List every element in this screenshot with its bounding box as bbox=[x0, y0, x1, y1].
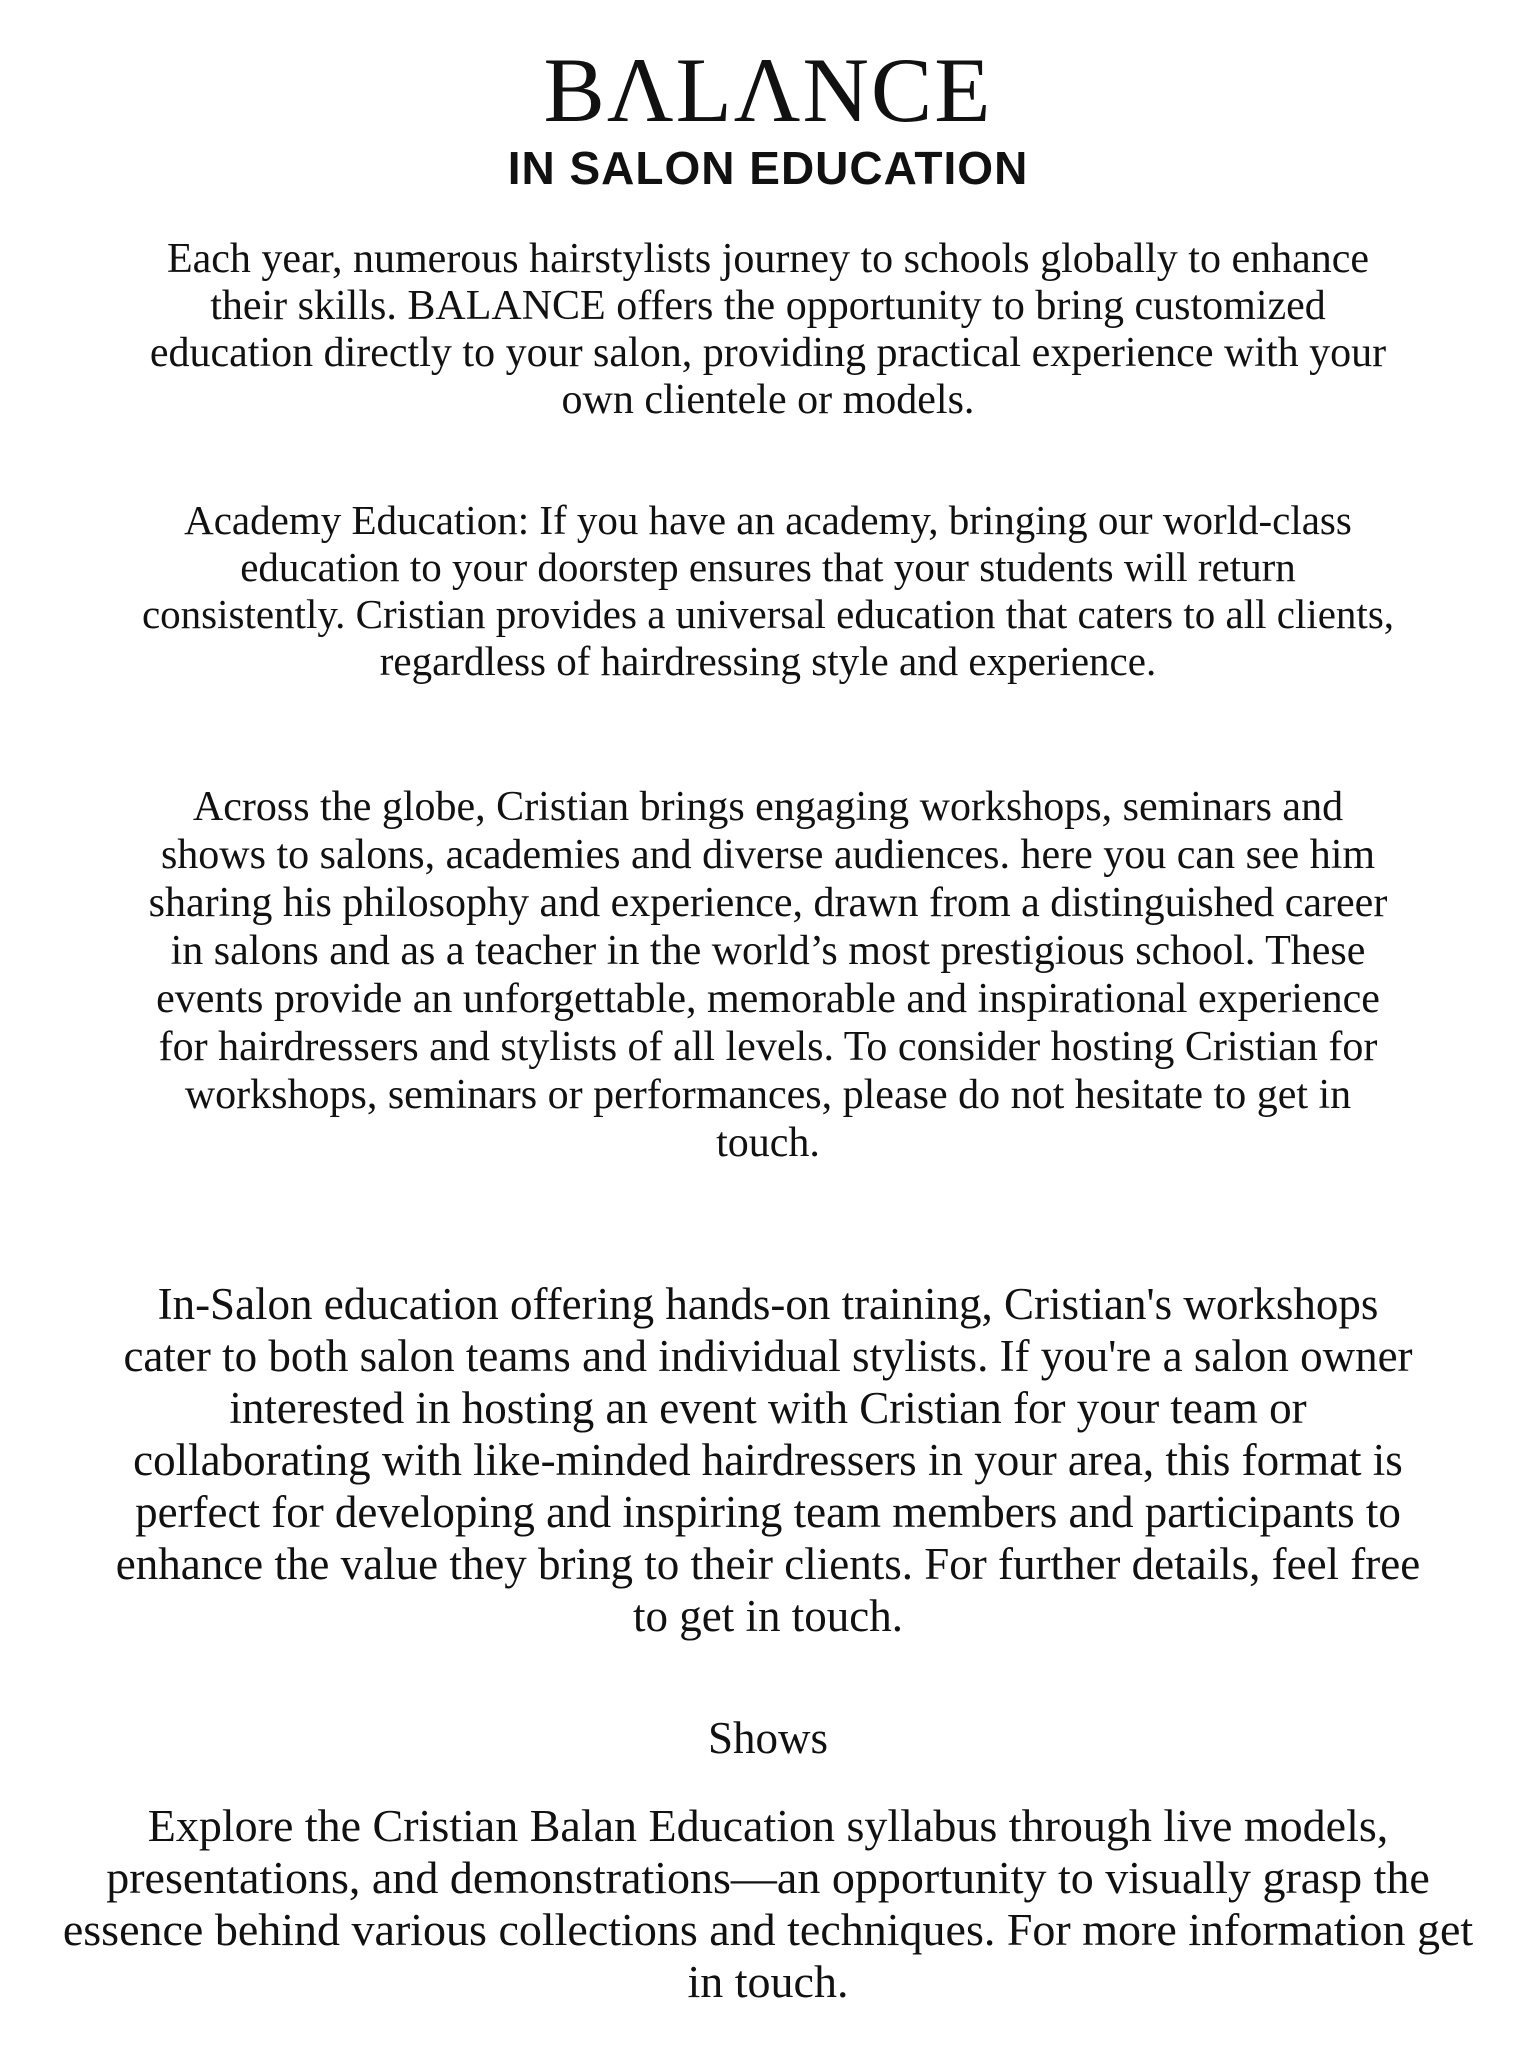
shows-paragraph: Explore the Cristian Balan Education syllabus through live models, presentations, and demonstrations—an opportunity to visually grasp the essence behind various collections and techniques. For more information get in touch. bbox=[62, 1800, 1474, 2007]
academy-paragraph: Academy Education: If you have an academy, bringing our world-class education to your doorstep ensures that your students will return consistently. Cristian provides a universal education that caters to all clients, regardless of hairdressing style and experience. bbox=[141, 497, 1395, 684]
workshops-paragraph: Across the globe, Cristian brings engaging workshops, seminars and shows to salons, academies and diverse audiences. here you can see him sharing his philosophy and experience, drawn from a distinguished career in salons and as a teacher in the world’s most prestigious school. These events provide an unforgettable, memorable and inspirational experience for hairdressers and stylists of all levels. To consider hosting Cristian for workshops, seminars or performances, please do not hesitate to get in touch. bbox=[148, 784, 1388, 1166]
shows-heading: Shows bbox=[707, 1713, 829, 1763]
intro-paragraph: Each year, numerous hairstylists journey to schools globally to enhance their skills. BALANCE offers the opportunity to bring customized education directly to your salon, providing practical experience with your own clientele or models. bbox=[149, 236, 1387, 423]
page-subtitle: IN SALON EDUCATION bbox=[507, 142, 1029, 194]
in-salon-paragraph: In-Salon education offering hands-on training, Cristian's workshops cater to both salon teams and individual stylists. If you're a salon owner interested in hosting an event with Cristian for your team or collaborating with like-minded hairdressers in your area, this format is perfect for developing and inspiring team members and participants to enhance the value they bring to their clients. For further details, feel free to get in touch. bbox=[115, 1279, 1421, 1641]
brand-logo: BΛLΛNCE bbox=[543, 39, 993, 141]
